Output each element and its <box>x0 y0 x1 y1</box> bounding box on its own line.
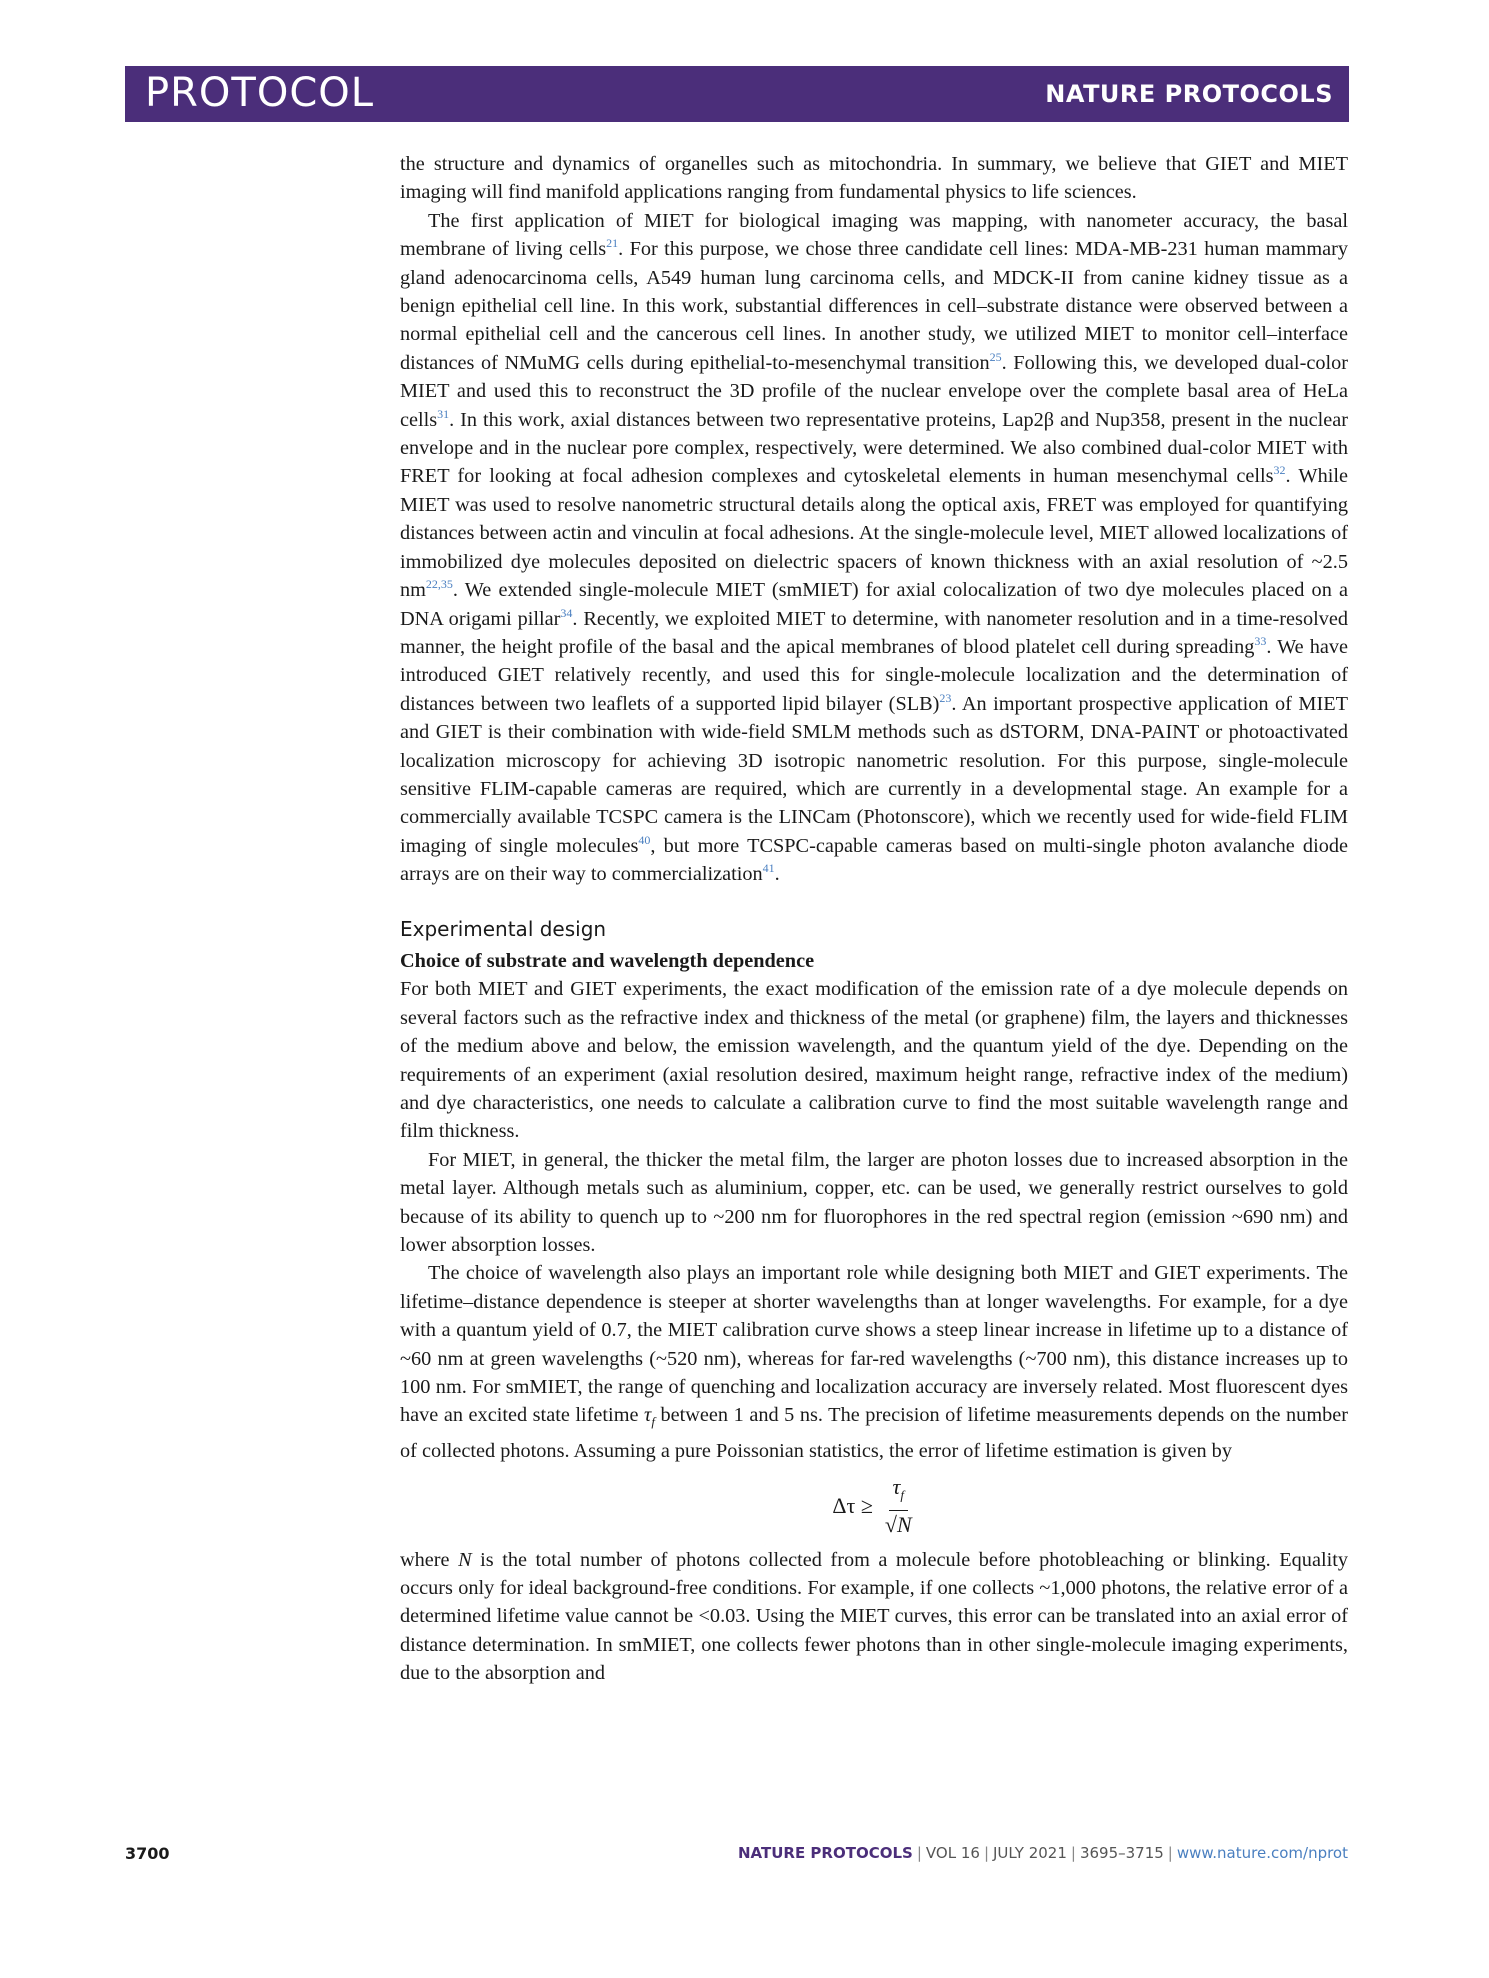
reference-link[interactable]: 25 <box>989 350 1002 365</box>
reference-link[interactable]: 22,35 <box>425 577 453 592</box>
page-number: 3700 <box>125 1844 170 1863</box>
reference-link[interactable]: 41 <box>762 861 775 876</box>
equation-fraction: $\frac{\tau_f}{√N}$ <box>884 1474 912 1538</box>
paragraph: For both MIET and GIET experiments, the exact modification of the emission rate of a dye molecule depends on several factors such as the refractive index and thickness of the metal (or graphene) film, the layers and thicknesses of the medium above and below, the emission wavelength, and the quantum yield of the dye. Depending on the requirements of an experiment (axial resolution desired, maximum height range, refractive index of the medium) and dye characteristics, one needs to calculate a calibration curve to find the most suitable wavelength range and film thickness. <box>400 978 1348 1143</box>
reference-link[interactable]: 31 <box>437 406 450 421</box>
paragraph: where N is the total number of photons collected from a molecule before photobleaching or blinking. Equality occurs only for ideal background-free conditions. For example, if one collects ~1,000 photons, the relative error of a determined lifetime value cannot be <0.03. Using the MIET curves, this error can be translated into an axial error of distance determination. In smMIET, one collects fewer photons than in other single-molecule imaging experiments, due to the absorption and <box>400 1548 1348 1685</box>
footer-citation: NATURE PROTOCOLS | VOL 16 | JULY 2021 | 3695–3715 | www.nature.com/nprot <box>738 1844 1348 1862</box>
paragraph: For MIET, in general, the thicker the metal film, the larger are photon losses due to increased absorption in the metal layer. Although metals such as aluminium, copper, etc. can be used, we generally restrict ourselves to gold because of its ability to quench up to ~200 nm for fluorophores in the red spectral region (emission ~690 nm) and lower absorption losses. <box>400 1148 1348 1257</box>
reference-link[interactable]: 21 <box>606 236 619 251</box>
journal-name: NATURE PROTOCOLS <box>1045 80 1333 108</box>
equation <box>400 1473 1348 1539</box>
reference-link[interactable]: 40 <box>638 832 651 847</box>
page-header <box>125 66 1349 122</box>
reference-link[interactable]: 23 <box>939 690 952 705</box>
journal-url-link[interactable]: www.nature.com/nprot <box>1176 1844 1348 1862</box>
equation-lhs: Δτ ≥ <box>832 1493 873 1519</box>
paragraph: The first application of MIET for biological imaging was mapping, with nanometer accuracy, the basal membrane of living cells$^{21}$. For this purpose, we chose three candidate cell lines: MDA-MB-231 human mammary gland adenocarcinoma cells, A549 human lung carcinoma cells, and MDCK-II from canine kidney tissue as a benign epithelial cell line. In this work, substantial differences in cell–substrate distance were observed between a normal epithelial cell and the cancerous cell lines. In another study, we utilized MIET to monitor cell–interface distances of NMuMG cells during epithelial-to-mesenchymal transition$^{25}$. Following this, we developed dual-color MIET and used this to reconstruct the 3D profile of the nuclear envelope over the complete basal area of HeLa cells$^{31}$. In this work, axial distances between two representative proteins, Lap2β and Nup358, present in the nuclear envelope and in the nuclear pore complex, respectively, were determined. We also combined dual-color MIET with FRET for looking at focal adhesion complexes and cytoskeletal elements in human mesenchymal cells$^{32}$. While MIET was used to resolve nanometric structural details along the optical axis, FRET was employed for quantifying distances between actin and vinculin at focal adhesions. At the single-molecule level, MIET allowed localizations of immobilized dye molecules deposited on dielectric spacers of known thickness with an axial resolution of ~2.5 nm$^{22,35}$. We extended single-molecule MIET (smMIET) for axial colocalization of two dye molecules placed on a DNA origami pillar$^{34}$. Recently, we exploited MIET to determine, with nanometer resolution and in a time-resolved manner, the height profile of the basal and the apical membranes of blood platelet cell during spreading$^{33}$. We have introduced GIET relatively recently, and used this for single-molecule localization and the determination of distances between two leaflets of a supported lipid bilayer (SLB)$^{23}$. An important prospective application of MIET and GIET is their combination with wide-field SMLM methods such as dSTORM, DNA-PAINT or photoactivated localization microscopy for achieving 3D isotropic nanometric resolution. For this purpose, single-molecule sensitive FLIM-capable cameras are required, which are currently in a developmental stage. An example for a commercially available TCSPC camera is the LINCam (Photonscore), which we recently used for wide-field FLIM imaging of single molecules$^{40}$, but more TCSPC-capable cameras based on multi-single photon avalanche diode arrays are on their way to commercialization$^{41}$. <box>400 209 1349 886</box>
section-label: PROTOCOL <box>145 70 375 116</box>
subsection-heading: Choice of substrate and wavelength dependence <box>400 949 815 972</box>
section-heading: Experimental design <box>400 916 607 941</box>
paragraph: The choice of wavelength also plays an important role while designing both MIET and GIET experiments. The lifetime–distance dependence is steeper at shorter wavelengths than at longer wavelengths. For example, for a dye with a quantum yield of 0.7, the MIET calibration curve shows a steep linear increase in lifetime up to a distance of ~60 nm at green wavelengths (~520 nm), whereas for far-red wavelengths (~700 nm), this distance increases up to 100 nm. For smMIET, the range of quenching and localization accuracy are inversely related. Most fluorescent dyes have an excited state lifetime $\tau_f$ between 1 and 5 ns. The precision of lifetime measurements depends on the number of collected photons. Assuming a pure Poissonian statistics, the error of lifetime estimation is given by <box>400 1262 1348 1462</box>
reference-link[interactable]: 34 <box>560 605 573 620</box>
paragraph: the structure and dynamics of organelles such as mitochondria. In summary, we believe that GIET and MIET imaging will find manifold applications ranging from fundamental physics to life sciences. <box>400 153 1348 204</box>
article-body <box>400 150 1348 1688</box>
reference-link[interactable]: 33 <box>1254 634 1267 649</box>
reference-link[interactable]: 32 <box>1273 463 1286 478</box>
